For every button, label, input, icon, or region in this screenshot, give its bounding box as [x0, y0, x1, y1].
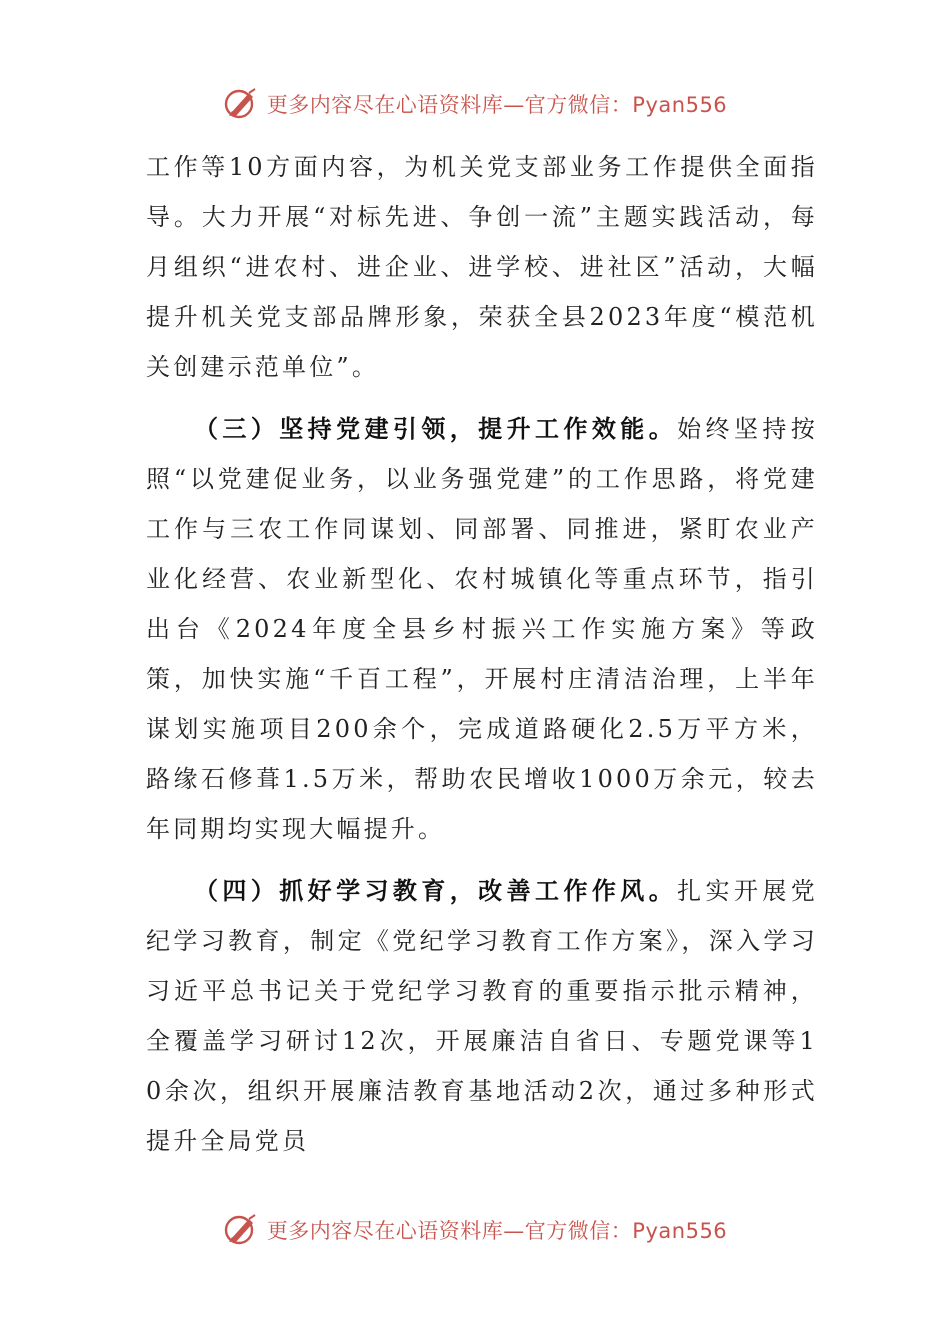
document-body [146, 142, 818, 1166]
paragraph-2 [146, 404, 818, 854]
watermark-text: 更多内容尽在心语资料库—官方微信：Pyan556 [266, 1219, 728, 1243]
pen-nib-logo-icon [223, 86, 259, 122]
pen-nib-logo-icon [223, 1212, 259, 1248]
paragraph-3-body: 扎实开展党纪学习教育，制定《党纪学习教育工作方案》，深入学习习近平总书记关于党纪学习教育的重要指示批示精神，全覆盖学习研讨12次，开展廉洁自省日、专题党课等10余次，组织开展廉洁教育基地活动2次，通过多种形式提升全局党员 [146, 877, 818, 1155]
paragraph-1 [146, 142, 818, 392]
section-heading-4: （四）抓好学习教育，改善工作作风。 [194, 877, 678, 905]
section-heading-3: （三）坚持党建引领，提升工作效能。 [194, 415, 678, 443]
header-watermark [0, 82, 950, 126]
paragraph-3 [146, 866, 818, 1166]
paragraph-2-body: 始终坚持按照“以党建促业务，以业务强党建”的工作思路，将党建工作与三农工作同谋划、同部署、同推进，紧盯农业产业化经营、农业新型化、农村城镇化等重点环节，指引出台《2024年度全县乡村振兴工作实施方案》等政策，加快实施“千百工程”，开展村庄清洁治理，上半年谋划实施项目200余个，完成道路硬化2.5万平方米，路缘石修葺1.5万米，帮助农民增收1000万余元，较去年同期均实现大幅提升。 [146, 415, 818, 843]
watermark-text: 更多内容尽在心语资料库—官方微信：Pyan556 [266, 93, 728, 117]
paragraph-1-body: 工作等10方面内容，为机关党支部业务工作提供全面指导。大力开展“对标先进、争创一流”主题实践活动，每月组织“进农村、进企业、进学校、进社区”活动，大幅提升机关党支部品牌形象，荣获全县2023年度“模范机关创建示范单位”。 [146, 153, 818, 381]
footer-watermark [0, 1208, 950, 1252]
